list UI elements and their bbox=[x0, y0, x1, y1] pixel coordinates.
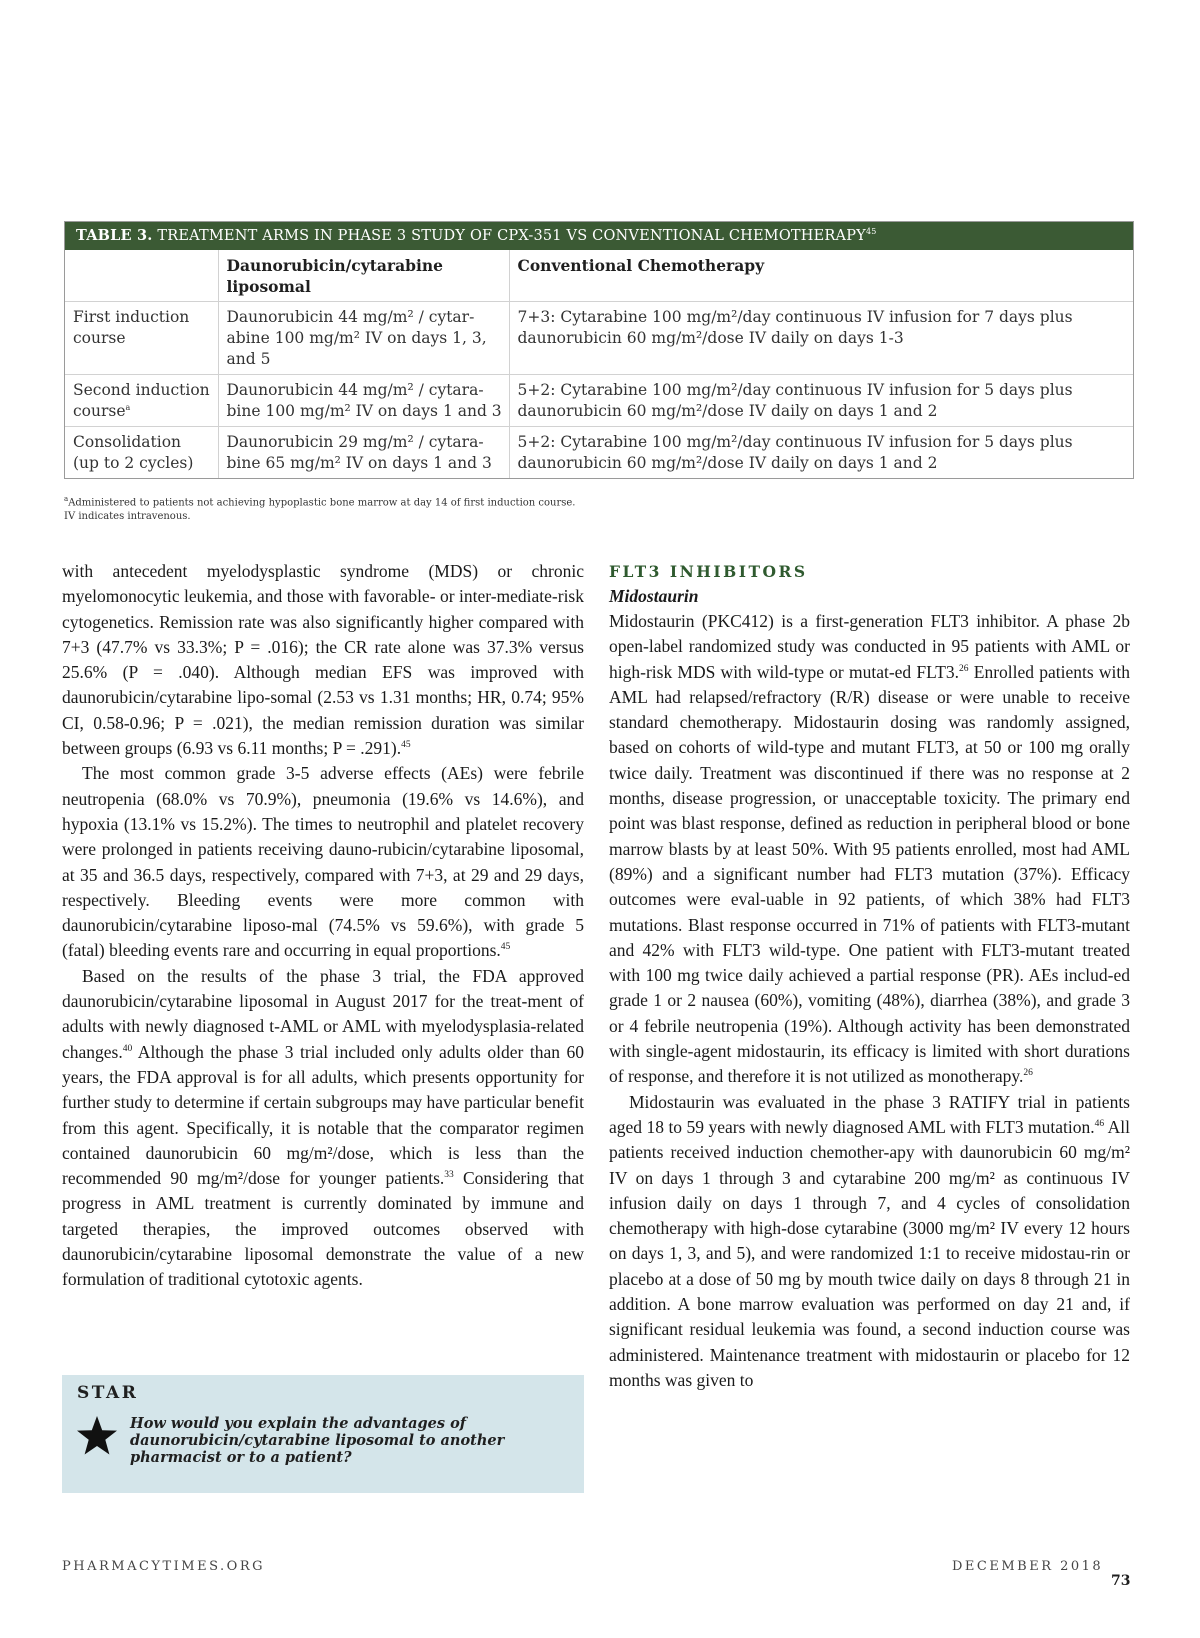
table-row bbox=[65, 427, 1133, 479]
table-header-conventional: Conventional Chemotherapy bbox=[509, 250, 1133, 302]
section-heading: FLT3 INHIBITORS bbox=[609, 562, 808, 581]
table-footnotes bbox=[64, 492, 575, 524]
treatment-arms-table bbox=[64, 221, 1134, 479]
table-footnote-iv: IV indicates intravenous. bbox=[64, 511, 191, 523]
right-column bbox=[609, 559, 1130, 1393]
row-daunorubicin-cell: Daunorubicin 44 mg/m² / cytara-bine 100 mg/m² IV on days 1 and 3 bbox=[218, 375, 509, 427]
table-caption-label: TABLE 3. bbox=[76, 227, 153, 244]
table-caption-text: TREATMENT ARMS IN PHASE 3 STUDY OF CPX-351 VS CONVENTIONAL CHEMOTHERAPY bbox=[152, 228, 866, 244]
footer-site: PHARMACYTIMES.ORG bbox=[62, 1559, 266, 1574]
row-label: First induction course bbox=[65, 302, 218, 375]
star-icon bbox=[76, 1415, 118, 1457]
row-conventional-cell: 5+2: Cytarabine 100 mg/m²/day continuous IV infusion for 5 days plus daunorubicin 60 mg/m²/dose IV daily on days 1 and 2 bbox=[509, 427, 1133, 479]
row-daunorubicin-cell: Daunorubicin 44 mg/m² / cytar-abine 100 mg/m² IV on days 1, 3, and 5 bbox=[218, 302, 509, 375]
table-header-empty bbox=[65, 250, 218, 302]
row-conventional-cell: 7+3: Cytarabine 100 mg/m²/day continuous IV infusion for 7 days plus daunorubicin 60 mg/m²/dose IV daily on days 1-3 bbox=[509, 302, 1133, 375]
body-paragraph: Based on the results of the phase 3 trial, the FDA approved daunorubicin/cytarabine liposomal in August 2017 for the treat-ment of adults with newly diagnosed t-AML or AML with myelodysplasia-related changes.$^{40}$ Although the phase 3 trial included only adults older than 60 years, the FDA approval is for all adults, which presents opportunity for further study to determine if certain subgroups may have particular benefit from this agent. Specifically, it is notable that the comparator regimen contained daunorubicin 60 mg/m²/dose, which is less than the recommended 90 mg/m²/dose for younger patients.$^{33}$ Considering that progress in AML treatment is currently dominated by immune and targeted therapies, the improved outcomes observed with daunorubicin/cytarabine liposomal demonstrate the value of a new formulation of traditional cytotoxic agents. bbox=[62, 965, 585, 1290]
table-header-row bbox=[65, 250, 1133, 302]
table-caption bbox=[65, 222, 1133, 250]
row-label: Consolidation (up to 2 cycles) bbox=[65, 427, 218, 479]
table-caption-ref: 45 bbox=[865, 227, 877, 237]
row-conventional-cell: 5+2: Cytarabine 100 mg/m²/day continuous IV infusion for 5 days plus daunorubicin 60 mg/m²/dose IV daily on days 1 and 2 bbox=[509, 375, 1133, 427]
body-paragraph: Midostaurin was evaluated in the phase 3 RATIFY trial in patients aged 18 to 59 years with newly diagnosed AML with FLT3 mutation.$^{46}$ All patients received induction chemother-apy with daunorubicin 60 mg/m² IV on days 1 through 3 and cytarabine 200 mg/m² as continuous IV infusion daily on days 1 through 7, and 4 cycles of consolidation chemotherapy with high-dose cytarabine (3000 mg/m² IV every 12 hours on days 1, 3, and 5), and were randomized 1:1 to receive midostau-rin or placebo at a dose of 50 mg by mouth twice daily on days 8 through 21 in addition. A bone marrow evaluation was performed on day 21 and, if significant residual leukemia was found, a second induction course was administered. Maintenance treatment with midostaurin or placebo for 12 months was given to bbox=[609, 1091, 1130, 1390]
left-column bbox=[62, 559, 584, 1293]
subheading: Midostaurin bbox=[609, 586, 699, 606]
body-paragraph: with antecedent myelodysplastic syndrome (MDS) or chronic myelomonocytic leukemia, and those with favorable- or inter-mediate-risk cytogenetics. Remission rate was also significantly higher compared with 7+3 (47.7% vs 33.3%; P = .016); the CR rate alone was 37.3% versus 25.6% (P = .040). Although median EFS was improved with daunorubicin/cytarabine lipo-somal (2.53 vs 1.31 months; HR, 0.74; 95% CI, 0.58-0.96; P = .021), the median remission duration was similar between groups (6.93 vs 6.11 months; P = .291).$^{45}$ bbox=[62, 561, 584, 759]
row-daunorubicin-cell: Daunorubicin 29 mg/m² / cytara-bine 65 mg/m² IV on days 1 and 3 bbox=[218, 427, 509, 479]
page-number: 73 bbox=[1111, 1573, 1131, 1589]
row-label: Second induction course$^a$ bbox=[65, 375, 218, 427]
table-footnote-a: $^a$Administered to patients not achieving hypoplastic bone marrow at day 14 of first induction course. bbox=[64, 495, 576, 509]
table-row bbox=[65, 302, 1133, 375]
star-title: STAR bbox=[77, 1383, 139, 1403]
body-paragraph: Midostaurin (PKC412) is a first-generation FLT3 inhibitor. A phase 2b open-label randomized study was conducted in 95 patients with AML or high-risk MDS with wild-type or mutat-ed FLT3.26 Enrolled patients with AML had relapsed/refractory (R/R) disease or were unable to receive standard chemotherapy. Midostaurin dosing was randomly assigned, based on cohorts of wild-type and mutant FLT3, at 50 or 100 mg orally twice daily. Treatment was discontinued if there was no response at 2 months, disease progression, or unacceptable toxicity. The primary end point was blast response, defined as reduction in peripheral blood or bone marrow blasts by at least 50%. With 95 patients enrolled, most had AML (89%) and a significant number had FLT3 mutation (37%). Efficacy outcomes were eval-uable in 92 patients, of which 38% had FLT3 mutations. Blast response occurred in 71% of patients with FLT3-mutant and 42% with FLT3 wild-type. One patient with FLT3-mutant treated with 100 mg twice daily achieved a partial response (PR). AEs includ-ed grade 1 or 2 nausea (60%), vomiting (48%), diarrhea (38%), and grade 3 or 4 febrile neutropenia (19%). Although activity has been demonstrated with single-agent midostaurin, its efficacy is limited with short durations of response, and therefore it is not utilized as monotherapy.$^{26}$ bbox=[609, 611, 1130, 1087]
star-callout-box bbox=[62, 1375, 584, 1493]
table-grid bbox=[65, 250, 1133, 478]
star-question: How would you explain the advantages of daunorubicin/cytarabine liposomal to another pharmacist or to a patient? bbox=[130, 1415, 505, 1466]
footer-issue: DECEMBER 2018 bbox=[952, 1559, 1104, 1574]
table-header-daunorubicin: Daunorubicin/cytarabine liposomal bbox=[218, 250, 509, 302]
body-paragraph: The most common grade 3-5 adverse effects (AEs) were febrile neutropenia (68.0% vs 70.9%), pneumonia (19.6% vs 14.6%), and hypoxia (13.1% vs 15.2%). The times to neutrophil and platelet recovery were prolonged in patients receiving dauno-rubicin/cytarabine liposomal, at 35 and 36.5 days, respectively, compared with 7+3, at 29 and 29 days, respectively. Bleeding events were more common with daunorubicin/cytarabine liposo-mal (74.5% vs 59.6%), with grade 5 (fatal) bleeding events rare and occurring in equal proportions.$^{45}$ bbox=[62, 763, 584, 961]
table-row bbox=[65, 375, 1133, 427]
